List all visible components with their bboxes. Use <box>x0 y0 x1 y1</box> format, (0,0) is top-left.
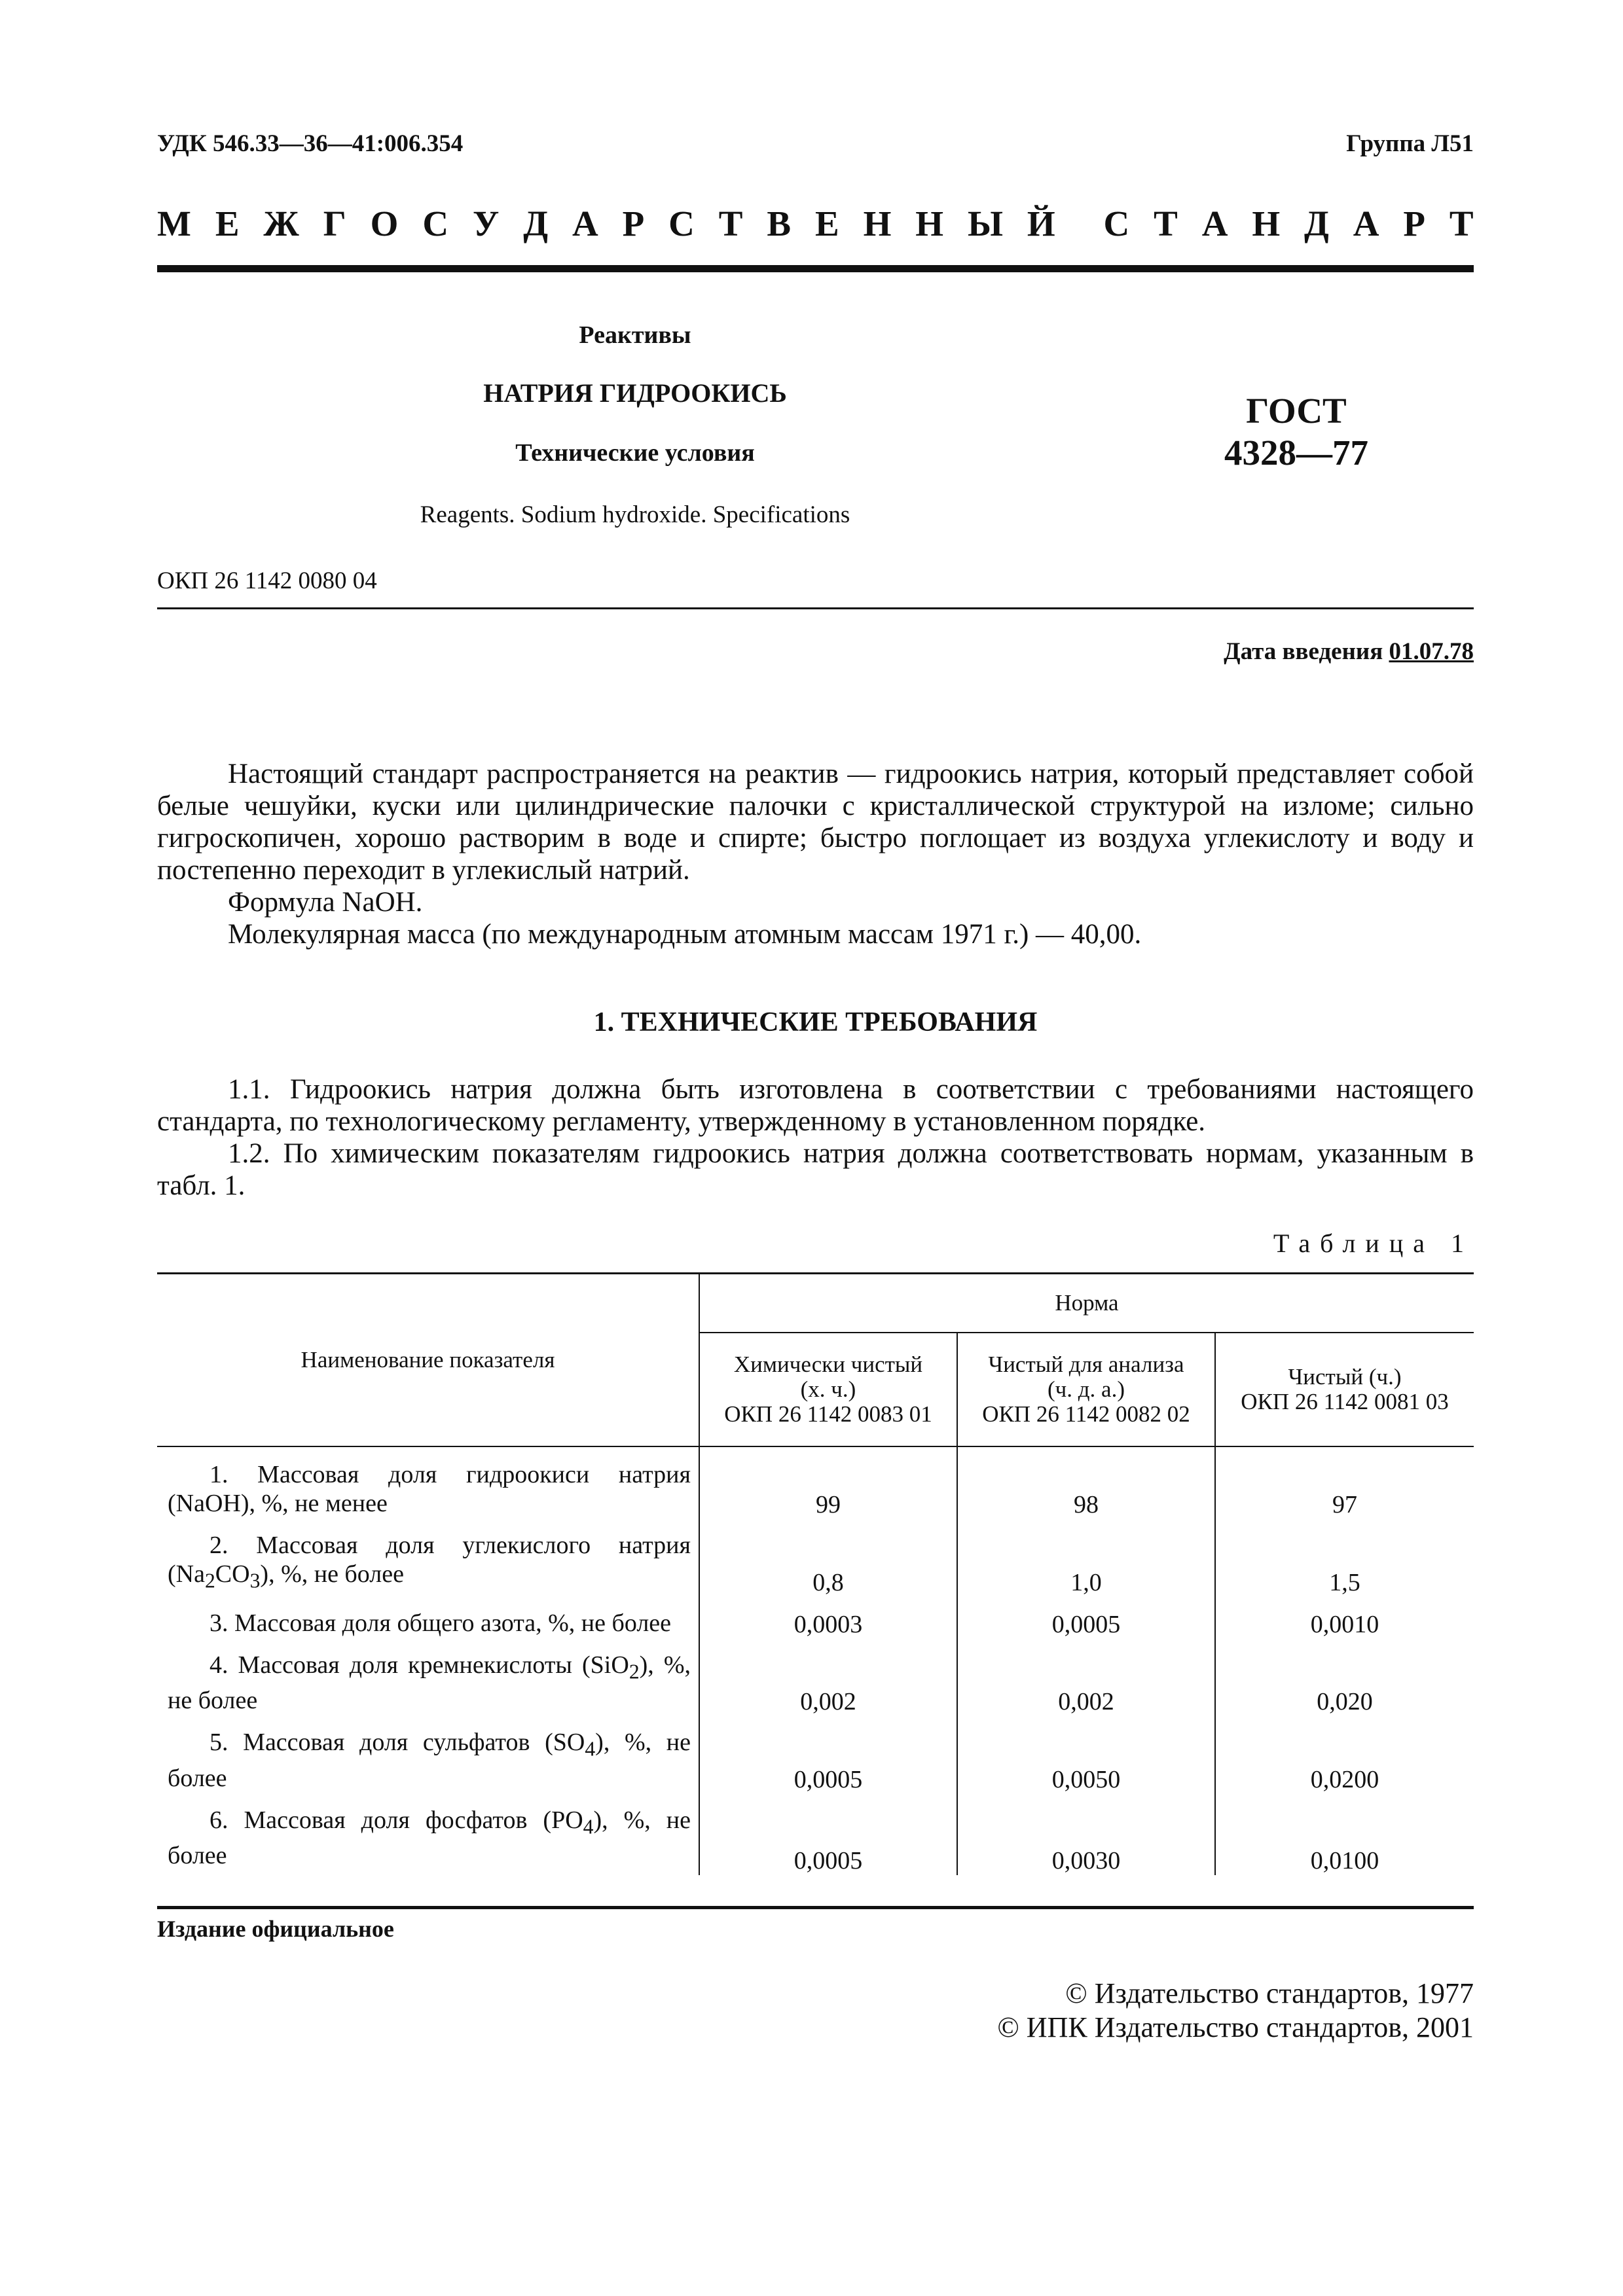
formula-line: Формула NaOH. <box>228 887 423 918</box>
intro-text <box>157 758 1474 950</box>
udk-code: УДК 546.33—36—41:006.354 <box>157 130 464 157</box>
value-cell: 0,0003 <box>699 1601 957 1643</box>
value-cell: 0,0030 <box>957 1798 1215 1876</box>
banner-letter: В <box>767 204 792 243</box>
grade-okp: ОКП 26 1142 0082 02 <box>982 1401 1190 1427</box>
banner-letter: М <box>157 204 191 243</box>
value-cell: 0,0005 <box>699 1798 957 1876</box>
value-cell: 0,0005 <box>699 1720 957 1798</box>
grade-name: Чистый (ч.) <box>1288 1364 1402 1390</box>
banner-letter: Н <box>863 204 892 243</box>
copyright-line: © ИПК Издательство стандартов, 2001 <box>997 2011 1474 2043</box>
gost-label: ГОСТ <box>1246 391 1347 431</box>
copyright-block <box>997 1977 1474 2045</box>
gost-code: 4328—77 <box>1224 433 1368 473</box>
banner-letter: А <box>1353 204 1379 243</box>
middle-rule <box>157 607 1474 609</box>
value-cell: 0,8 <box>699 1523 957 1601</box>
table-row <box>157 1523 1474 1601</box>
requirements-text <box>157 1073 1474 1202</box>
value-cell: 0,0200 <box>1215 1720 1474 1798</box>
group-code: Группа Л51 <box>1346 130 1474 157</box>
banner-letter: Ж <box>263 204 299 243</box>
banner-letter: С <box>422 204 449 243</box>
column-header-norm: Норма <box>699 1274 1474 1333</box>
date-label: Дата введения <box>1224 638 1383 665</box>
gost-number <box>1198 390 1395 474</box>
english-title: Reagents. Sodium hydroxide. Specifications <box>420 501 850 528</box>
date-value: 01.07.78 <box>1389 638 1474 665</box>
table-row <box>157 1601 1474 1643</box>
value-cell: 99 <box>699 1446 957 1523</box>
value-cell: 1,5 <box>1215 1523 1474 1601</box>
banner-letter: С <box>1103 204 1130 243</box>
value-cell: 0,002 <box>699 1643 957 1721</box>
grade-name: Химически чистый <box>733 1352 923 1377</box>
indicator-name: 3. Массовая доля общего азота, %, не более <box>210 1609 672 1637</box>
clause-1-1: 1.1. Гидроокись натрия должна быть изготовлена в соответствии с требованиями настоящего стандарта, по технологическому регламенту, утвержденному в установленном порядке. <box>157 1074 1474 1137</box>
banner-letter: У <box>472 204 500 243</box>
indicator-name: 1. Массовая доля гидроокиси натрия (NaOH), %, не менее <box>168 1461 691 1517</box>
grade-abbr: (х. ч.) <box>800 1376 856 1402</box>
indicator-name: 4. Массовая доля кремнекислоты (SiO$_2$), %, не более <box>168 1651 691 1715</box>
value-cell: 0,0100 <box>1215 1798 1474 1876</box>
molecular-mass-line: Молекулярная масса (по международным атомным массам 1971 г.) — 40,00. <box>228 919 1142 950</box>
column-header-grade <box>957 1333 1215 1446</box>
banner-letter: Р <box>622 204 645 243</box>
banner-letter: Г <box>323 204 346 243</box>
banner-letter: Т <box>1154 204 1178 243</box>
banner-letter: Й <box>1027 204 1055 243</box>
banner-letter: Ы <box>967 204 1003 243</box>
clause-1-2: 1.2. По химическим показателям гидроокись натрия должна соответствовать нормам, указанным в табл. 1. <box>157 1138 1474 1201</box>
indicator-name: 2. Массовая доля углекислого натрия $(Na_2CO_3)$, %, не более <box>168 1532 691 1592</box>
banner-letter: А <box>572 204 598 243</box>
banner-letter: О <box>370 204 399 243</box>
intro-paragraph: Настоящий стандарт распространяется на реактив — гидроокись натрия, который представляет собой белые чешуйки, куски или цилиндрические палочки с кристаллической структурой на изломе; сильно гигроскопичен, хорошо растворим в воде и спирте; быстро поглощает из воздуха углекислоту и воду и постепенно переходит в углекислый натрий. <box>157 759 1474 886</box>
official-edition: Издание официальное <box>157 1916 394 1942</box>
banner-letter: Н <box>915 204 944 243</box>
indicator-name: 5. Массовая доля сульфатов $(SO_4)$, %, не более <box>168 1729 691 1792</box>
table-row <box>157 1798 1474 1876</box>
banner-letter: Д <box>523 204 549 243</box>
grade-name: Чистый для анализа <box>988 1352 1184 1377</box>
value-cell: 0,020 <box>1215 1643 1474 1721</box>
top-rule <box>157 265 1474 272</box>
value-cell: 97 <box>1215 1446 1474 1523</box>
bottom-rule <box>157 1906 1474 1909</box>
introduction-date <box>1224 637 1474 666</box>
banner-letter: С <box>668 204 695 243</box>
product-name: НАТРИЯ ГИДРООКИСЬ <box>483 378 787 408</box>
banner-letter: Н <box>1252 204 1281 243</box>
table-row <box>157 1720 1474 1798</box>
subtitle: Технические условия <box>515 439 755 467</box>
table-row <box>157 1643 1474 1721</box>
reagents-heading: Реактивы <box>579 321 691 349</box>
value-cell: 0,002 <box>957 1643 1215 1721</box>
banner-letter: Р <box>1403 204 1426 243</box>
value-cell: 1,0 <box>957 1523 1215 1601</box>
banner-letter: Д <box>1304 204 1329 243</box>
banner-letter: Е <box>814 204 839 243</box>
grade-abbr: (ч. д. а.) <box>1047 1376 1125 1402</box>
banner-letter: Т <box>718 204 743 243</box>
banner-letter: А <box>1201 204 1228 243</box>
column-header-grade <box>1215 1333 1474 1446</box>
banner-letter: Е <box>215 204 240 243</box>
indicator-name: 6. Массовая доля фосфатов $(PO_4)$, %, не более <box>168 1806 691 1870</box>
value-cell: 0,0010 <box>1215 1601 1474 1643</box>
grade-okp: ОКП 26 1142 0083 01 <box>724 1401 932 1427</box>
copyright-line: © Издательство стандартов, 1977 <box>1065 1977 1474 2009</box>
section-title: 1. ТЕХНИЧЕСКИЕ ТРЕБОВАНИЯ <box>593 1007 1038 1037</box>
value-cell: 98 <box>957 1446 1215 1523</box>
table-caption: Таблица 1 <box>1273 1229 1474 1258</box>
column-header-grade <box>699 1333 957 1446</box>
interstate-standard-banner <box>157 203 1474 244</box>
value-cell: 0,0005 <box>957 1601 1215 1643</box>
grade-okp: ОКП 26 1142 0081 03 <box>1241 1389 1449 1414</box>
column-header-indicator: Наименование показателя <box>157 1274 699 1447</box>
specification-table <box>157 1272 1474 1875</box>
okp-code: ОКП 26 1142 0080 04 <box>157 567 377 594</box>
value-cell: 0,0050 <box>957 1720 1215 1798</box>
table-row <box>157 1446 1474 1523</box>
banner-letter: Т <box>1449 204 1474 243</box>
